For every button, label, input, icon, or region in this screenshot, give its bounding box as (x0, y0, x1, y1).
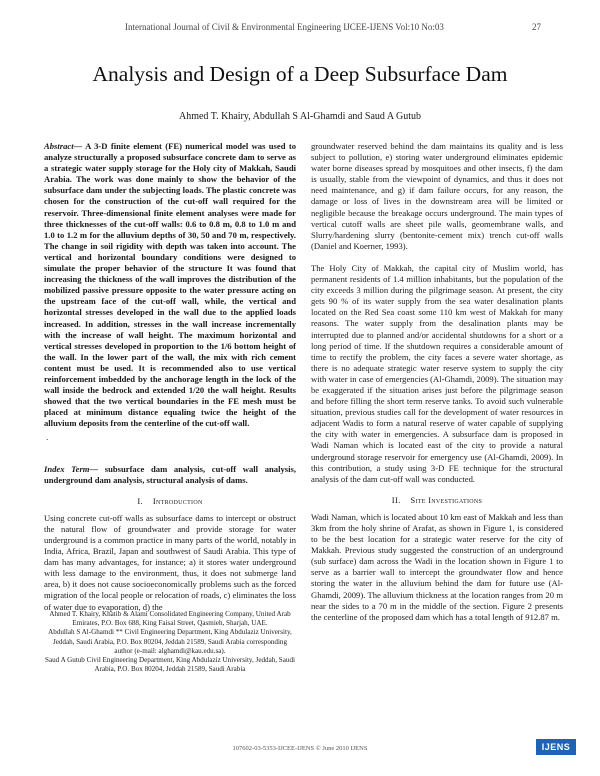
abstract-lead: Abstract— (44, 141, 83, 151)
left-column: Abstract— A 3-D finite element (FE) numerical model was used to analyze structurally a proposed subsurface concrete dam to serve as a strategic water supply storage for the Holy city of Makkah, Saudi Arabia. The work was done mainly to show the behavior of the subsurface dam under the subjecting loads. The plastic concrete was chosen for the construction of the cut-off wall required for the reservoir. Three-dimensional finite element analyses were made for three thicknesses of the cut-off walls: 0.6 to 0.8 m, 0.8 to 1.0 m and 1.0 to 1.2 m for the alluvium depths of 30, 50 and 70 m, respectively. The change in soil rigidity with depth was taken into account. The vertical and horizontal boundary conditions were designed to simulate the proper behavior of the structure It was found that increasing the thickness of the wall improves the distribution of the mobilized passive pressure opposite to the water pressure acting on the upstream face of the cut-off wall, while, the vertical and horizontal stresses developed in the wall due to the applied loads increased. In addition, stresses in the wall increase incrementally with the increase of wall height. The maximum horizontal and vertical stresses developed in proportion to the 1/6 bottom height of the wall. In the lower part of the wall, the mix with rich cement content must be used. It is recommended also to use vertical reinforcement imbedded by the anchorage length in the lock of the wall inside the bedrock and extended 1/20 the wall height. Results showed that the two vertical boundaries in the FE mesh must be placed at minimum distance equaling twice the height of the alluvium deposits from the centerline of the cut-off wall. . Index Term— subsurface dam analysis, cut-off wall analysis, underground dam analysis, structural analysis of dams. I. Introduction Using concrete cut-off walls as subsurface dams to intercept or obstruct the natural flow of groundwater and provide storage for water underground is a common practice in many parts of the world, notably in India, Africa, Brazil, Japan and southwest of Saudi Arabia. This type of dam has many advantages, for instance; a) it stores water underground with less damage to the environment, thus, it does not submerge land area, b) it does not cause socioeconomically problems such as the forced migration of the local people or relocation of roads, c) eliminates the loss of water due to evaporation, d) the (44, 141, 296, 612)
page-number: 27 (532, 22, 541, 32)
site-paragraph-1: Wadi Naman, which is located about 10 km east of Makkah and less than 3km from the holy shrine of Arafat, as shown in Figure 1, is considered to be the best location for a strategic water reserve for the city of Makkah. Previous study suggested the construction of an underground (sub surface) dam across the Wadi in the location shown in Figure 1 to serve as a barrier wall to intercept the groundwater flow and hence storing the water in the alluvium behind the dam for future use (Al-Ghamdi, 2009). The alluvium thickness at the location ranges from 20 m near the sides to a 70 m in the middle of the section. Figure 2 presents the centerline of the proposed dam which has a total length of 912.87 m. (311, 511, 563, 622)
paper-title: Analysis and Design of a Deep Subsurface Dam (92, 62, 508, 86)
ijens-logo: IJENS (536, 739, 576, 755)
footnote-author-1: Ahmed T. Khairy, Khatib & Alami Consolidated Engineering Company, United Arab Emirates, P.O. Box 688, King Faisal Street, Qasmieh, Sharjah, UAE. (49, 610, 291, 628)
section-heading-introduction: I. Introduction (137, 495, 203, 506)
intro-paragraph-1: Using concrete cut-off walls as subsurface dams to intercept or obstruct the natural flow of groundwater and provide storage for water underground is a common practice in many parts of the world, notably in India, Africa, Brazil, Japan and southwest of Saudi Arabia. This type of dam has many advantages, for instance; a) it stores water underground with less damage to the environment, thus, it does not submerge land area, b) it does not cause socioeconomically problems such as the forced migration of the local people or relocation of roads, c) eliminates the loss of water due to evaporation, d) the (44, 512, 296, 612)
page-footer: 107602-03-5353-IJCEE-IJENS © June 2010 IJENS (232, 745, 368, 752)
intro-paragraph-2: The Holy City of Makkah, the capital city of Muslim world, has permanent residents of 1.4 million inhabitants, but the population of the city exceeds 3 million during the pilgrimage season. At present, the city gets 90 % of its water supply from the sea water desalination plants located on the Red Sea coast some 110 km west of Makkah for many reasons. The water supply from the desalination plants may be interrupted due to planned and/or accidental shutdowns for a short or a long period of time. If the shutdown requires a considerable amount of time to rectify the problem, the city faces a severe water shortage, as there is no adequate strategic water reserve system to supply the city with water in case of emergencies (Al-Ghamdi, 2009). The situation may be exaggerated if the situation arises just before the pilgrimage season and before filling the short term reserve tanks. To avoid such vulnerable situation, previous studies call for the development of water resources in adjacent Wadis to form a natural reserve of water capable of supplying the city with water in emergencies. A subsurface dam is proposed in Wadi Naman which is located east of the city to provide a natural underground storage reservoir for emergency use (Al-Ghamdi, 2009). In this contribution, a study using 3-D FE technique for the structural analysis of the dam cut-off wall was conducted. (311, 262, 563, 484)
abstract-text: A 3-D finite element (FE) numerical model was used to analyze structurally a proposed subsurface concrete dam to serve as a strategic water supply storage for the Holy city of Makkah, Saudi Arabia. The work was done mainly to show the behavior of the subsurface dam under the subjecting loads. The plastic concrete was chosen for the construction of the cut-off wall required for the reservoir. Three-dimensional finite element analyses were made for three thicknesses of the cut-off walls: 0.6 to 0.8 m, 0.8 to 1.0 m and 1.0 to 1.2 m for the alluvium depths of 30, 50 and 70 m, respectively. The change in soil rigidity with depth was taken into account. The vertical and horizontal boundary conditions were designed to simulate the proper behavior of the structure It was found that increasing the thickness of the wall improves the distribution of the mobilized passive pressure opposite to the water pressure acting on the upstream face of the cut-off wall, while, the vertical and horizontal stresses developed in the wall due to the applied loads increased. In addition, stresses in the wall increase incrementally with the increase of wall height. The maximum horizontal and vertical stresses developed in proportion to the 1/6 bottom height of the wall. In the lower part of the wall, the mix with rich cement content must be used. It is recommended also to use vertical reinforcement imbedded by the anchorage length in the lock of the wall inside the bedrock and extended 1/20 the wall height. Results showed that the two vertical boundaries in the FE mesh must be placed at minimum distance equaling twice the height of the alluvium deposits from the centerline of the cut-off wall. (44, 141, 296, 429)
section-heading-site-investigations: II. Site Investigations (391, 494, 483, 505)
index-terms (44, 464, 296, 486)
index-terms-lead: Index Term— (44, 463, 99, 474)
author-list: Ahmed T. Khairy, Abdullah S Al-Ghamdi and Saud A Gutub (178, 111, 422, 122)
index-terms-text: subsurface dam analysis, cut-off wall analysis, underground dam analysis, structural analysis of dams. (44, 463, 296, 485)
abstract (44, 141, 296, 429)
footnote-author-2: Abdullah S Al-Ghamdi ** Civil Engineering Department, King Abdulaziz University, Jeddah, Saudi Arabia, P.O. Box 80204, Jeddah 21589, Saudi Arabia corresponding author (e-mail: alghamdi@kau.edu.sa). (48, 628, 292, 655)
right-column (311, 141, 563, 623)
intro-paragraph-1-continued: groundwater reserved behind the dam maintains its quality and is less subject to pollution, e) storing water underground eliminates epidemic water borne diseases spread by mosquitoes and other insects, f) the dam is usually, stable from the viewpoint of dynamics, and thus it does not need maintenance, and g) if dam failure occurs, for any reason, the damage or loss of lives in the downstream area will be limited or negligible because the breakage occurs underground. The main types of vertical cutoff walls are sheet pile walls, geomembrane walls, and Slurry/hardening slurry (bentonite-cement mix) trench cut-off walls (Daniel and Koerner, 1993). (311, 141, 563, 251)
journal-name: International Journal of Civil & Environmental Engineering IJCEE-IJENS Vol:10 No:03 (125, 22, 444, 32)
author-footnotes (44, 610, 296, 674)
footnote-author-3: Saud A Gutub Civil Engineering Department, King Abdulaziz University, Jeddah, Saudi Arabia, P.O. Box 80204, Jeddah 21589, Saudi Arabia (45, 656, 295, 674)
